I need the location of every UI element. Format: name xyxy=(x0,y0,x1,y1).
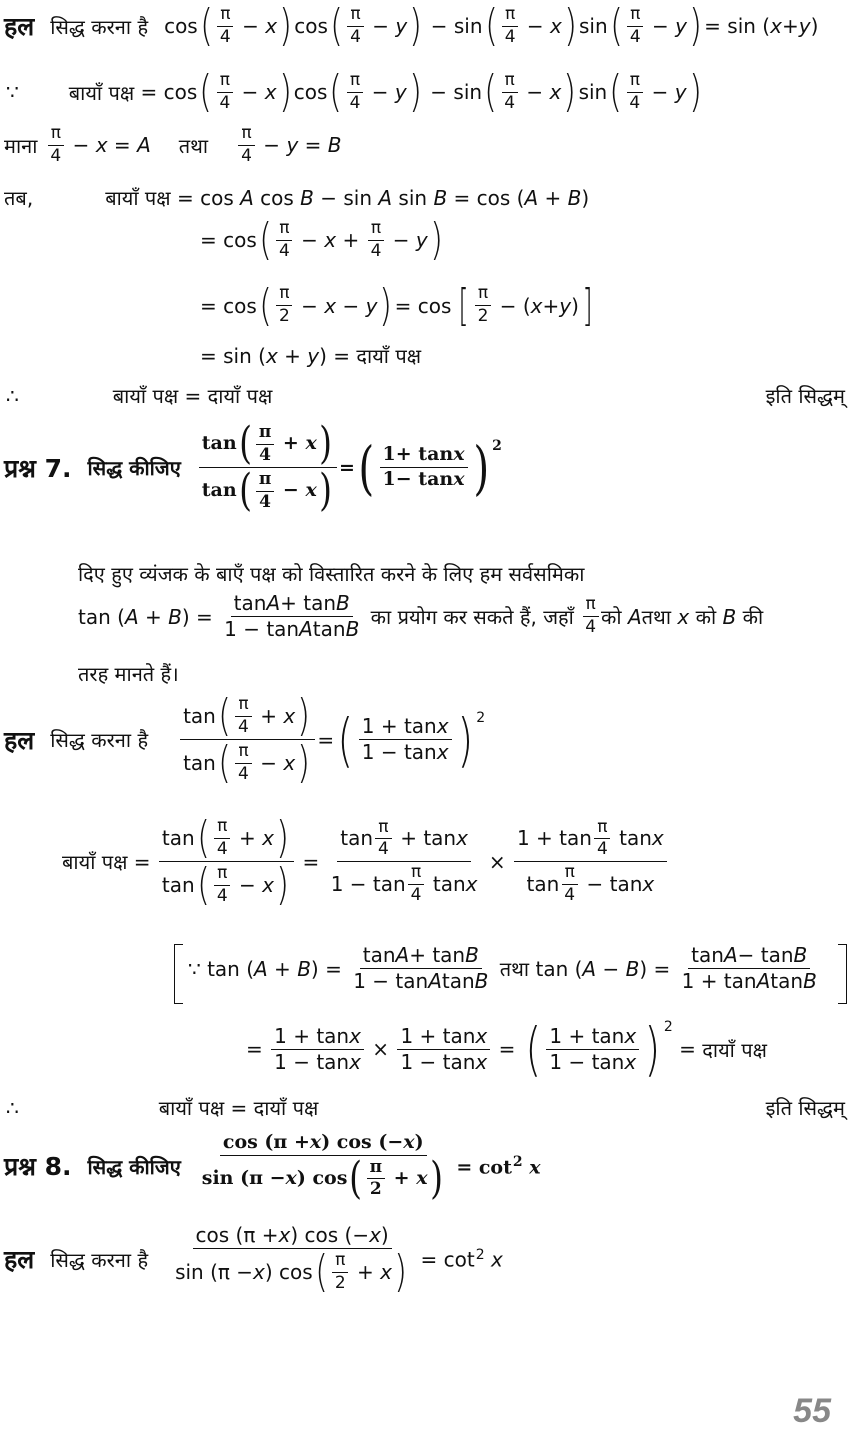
iti-siddham-row xyxy=(766,382,845,409)
question-8-label: प्रश्न 8. xyxy=(4,1152,72,1182)
hint-text: की xyxy=(742,605,764,629)
left-side-label: बायाँ पक्ष xyxy=(105,186,171,210)
hint-text: का प्रयोग कर सकते हैं, जहाँ xyxy=(370,605,574,629)
pi-over-4: $\frac{\pi}{4}$ xyxy=(582,595,599,637)
hint-text: तरह मानते हैं। xyxy=(78,662,179,686)
hal-label: हल xyxy=(4,725,35,755)
expression: tan ( $\frac{\pi}{4}$ + x ) tan ( $\frac{\pi}{4}$ − x ) = tan $\frac{\pi}{4}$ + tan x 1 − tan $\frac{\pi}{4}$ tan x × 1 + tan $\frac{\pi}{4}$ tan x tan $\frac{\pi}{4}$ − tan x xyxy=(157,816,669,907)
hint-line-2: tan (A + B) = tan A + tan B 1 − tan A tan B का प्रयोग कर सकते हैं, जहाँ $\frac{\pi}{4}$ को A तथा x को B की xyxy=(78,591,764,641)
mana-label: माना xyxy=(4,133,38,158)
iti-siddham-row xyxy=(766,1094,845,1121)
hal-label: हल xyxy=(4,1245,35,1274)
hint-text: को xyxy=(601,605,622,629)
question-7-row xyxy=(4,418,502,516)
expression: cos ( $\frac{\pi}{4}$ − x ) cos ( $\frac{\pi}{4}$ − y ) − sin ( $\frac{\pi}{4}$ − x ) sin ( $\frac{\pi}{4}$ − y ) = sin ( x + y ) xyxy=(164,0,819,51)
q7-solution-row xyxy=(4,690,486,788)
tan-sum-fraction: tan A + tan B 1 − tan A tan B xyxy=(224,591,360,641)
expression: tan ( $\frac{\pi}{4}$ + x ) tan ( $\frac{\pi}{4}$ − x ) = ( 1+ tan x 1− tan x ) 2 xyxy=(197,422,502,513)
siddh-kijiye-label: सिद्ध कीजिए xyxy=(87,1154,181,1179)
pi-over-4: $\frac{\pi}{4}$ xyxy=(238,124,255,166)
simplification-row: = 1 + tan x 1 − tan x × 1 + tan x 1 − tan x = ( 1 + tan x 1 − tan x ) 2 = दायाँ पक्ष xyxy=(246,1015,767,1083)
page-number: 55 xyxy=(793,1392,831,1430)
conclusion-row: ∴ बायाँ पक्ष = दायाँ पक्ष xyxy=(6,383,273,408)
step-row: = cos ( $\frac{\pi}{2}$ − x − y ) = cos [ $\frac{\pi}{2}$ − ( x + y ) ] xyxy=(200,279,593,331)
lhs-expansion-row: बायाँ पक्ष = tan ( $\frac{\pi}{4}$ + x ) tan ( $\frac{\pi}{4}$ − x ) = tan $\frac{\pi}{4}$ + tan x 1 − tan $\frac{\pi}{4}$ tan x × 1 + tan $\frac{\pi}{4}$ tan x tan $\frac{\pi}{4}$ − tan x xyxy=(62,816,669,907)
siddh-karna-hai-label: सिद्ध करना है xyxy=(50,1247,149,1272)
because-symbol: ∵ xyxy=(6,80,19,104)
siddh-karna-hai-label: सिद्ध करना है xyxy=(50,14,149,39)
tab-label: तब, xyxy=(4,186,34,210)
q8-solution-row xyxy=(4,1223,503,1297)
therefore-symbol: ∴ xyxy=(6,383,19,408)
tatha-label: तथा xyxy=(499,957,530,981)
left-bracket xyxy=(174,944,183,1004)
hint-line-1 xyxy=(78,560,584,587)
iti-siddham-label: इति सिद्धम् xyxy=(765,384,845,408)
siddh-karna-hai-label: सिद्ध करना है xyxy=(50,728,149,752)
identity-row: ∵ tan (A + B) = tan A + tan B 1 − tan A tan B तथा tan (A − B) = tan A − tan B 1 + tan A tan B xyxy=(188,943,817,993)
then-row: तब, बायाँ पक्ष = cos A cos B − sin A sin B = cos (A + B) xyxy=(4,185,590,210)
right-side-label: दायाँ पक्ष xyxy=(356,344,422,368)
expression: = cos ( $\frac{\pi}{4}$ − x ) cos ( $\frac{\pi}{4}$ − y ) − sin ( $\frac{\pi}{4}$ − x ) sin ( $\frac{\pi}{4}$ − y ) xyxy=(134,66,702,117)
step-row: = sin (x + y) = दायाँ पक्ष xyxy=(200,343,422,368)
right-side-label: दायाँ पक्ष xyxy=(253,1096,319,1120)
right-side-label: दायाँ पक्ष xyxy=(702,1037,767,1062)
assume-row: माना $\frac{\pi}{4}$ − x = A तथा $\frac{\pi}{4}$ − y = B xyxy=(4,123,342,166)
expression: cos (π + x ) cos (− x ) sin (π − x ) cos ( $\frac{\pi}{2}$ + x ) = $\cot^2 x$ xyxy=(175,1223,503,1297)
question-8-row xyxy=(4,1131,541,1204)
hal-label: हल xyxy=(4,12,35,41)
siddh-kijiye-label: सिद्ध कीजिए xyxy=(87,456,181,480)
pi-over-4: $\frac{\pi}{4}$ xyxy=(47,124,64,166)
left-side-label: बायाँ पक्ष xyxy=(68,80,135,105)
hint-text: तथा xyxy=(641,605,672,629)
right-bracket xyxy=(838,944,847,1004)
step-row: = cos ( $\frac{\pi}{4}$ − x + $\frac{\pi}{4}$ − y ) xyxy=(200,214,443,265)
right-side-label: दायाँ पक्ष xyxy=(207,384,273,408)
hint-text: दिए हुए व्यंजक के बाएँ पक्ष को विस्तारित करने के लिए हम सर्वसमिका xyxy=(78,562,585,586)
expression: tan ( $\frac{\pi}{4}$ + x ) tan ( $\frac{\pi}{4}$ − x ) = ( 1 + tan x 1 − tan x ) 2 xyxy=(178,694,485,785)
left-side-label: बायाँ पक्ष xyxy=(62,850,128,874)
expression: cos (π + x ) cos (− x ) sin (π − x ) cos ( $\frac{\pi}{2}$ + x ) = $\cot^2 x$ xyxy=(201,1131,541,1204)
conclusion-row: ∴ बायाँ पक्ष = दायाँ पक्ष xyxy=(6,1095,319,1120)
iti-siddham-label: इति सिद्धम् xyxy=(765,1096,845,1120)
proof-statement-row xyxy=(4,0,819,51)
because-row xyxy=(6,66,704,117)
question-7-label: प्रश्न 7. xyxy=(4,453,72,483)
hint-text: को xyxy=(695,605,717,629)
left-side-label: बायाँ पक्ष xyxy=(158,1096,225,1120)
hint-line-3 xyxy=(78,660,179,687)
left-side-label: बायाँ पक्ष xyxy=(112,384,179,408)
therefore-symbol: ∴ xyxy=(6,1095,19,1120)
tatha-label: तथा xyxy=(178,133,209,158)
